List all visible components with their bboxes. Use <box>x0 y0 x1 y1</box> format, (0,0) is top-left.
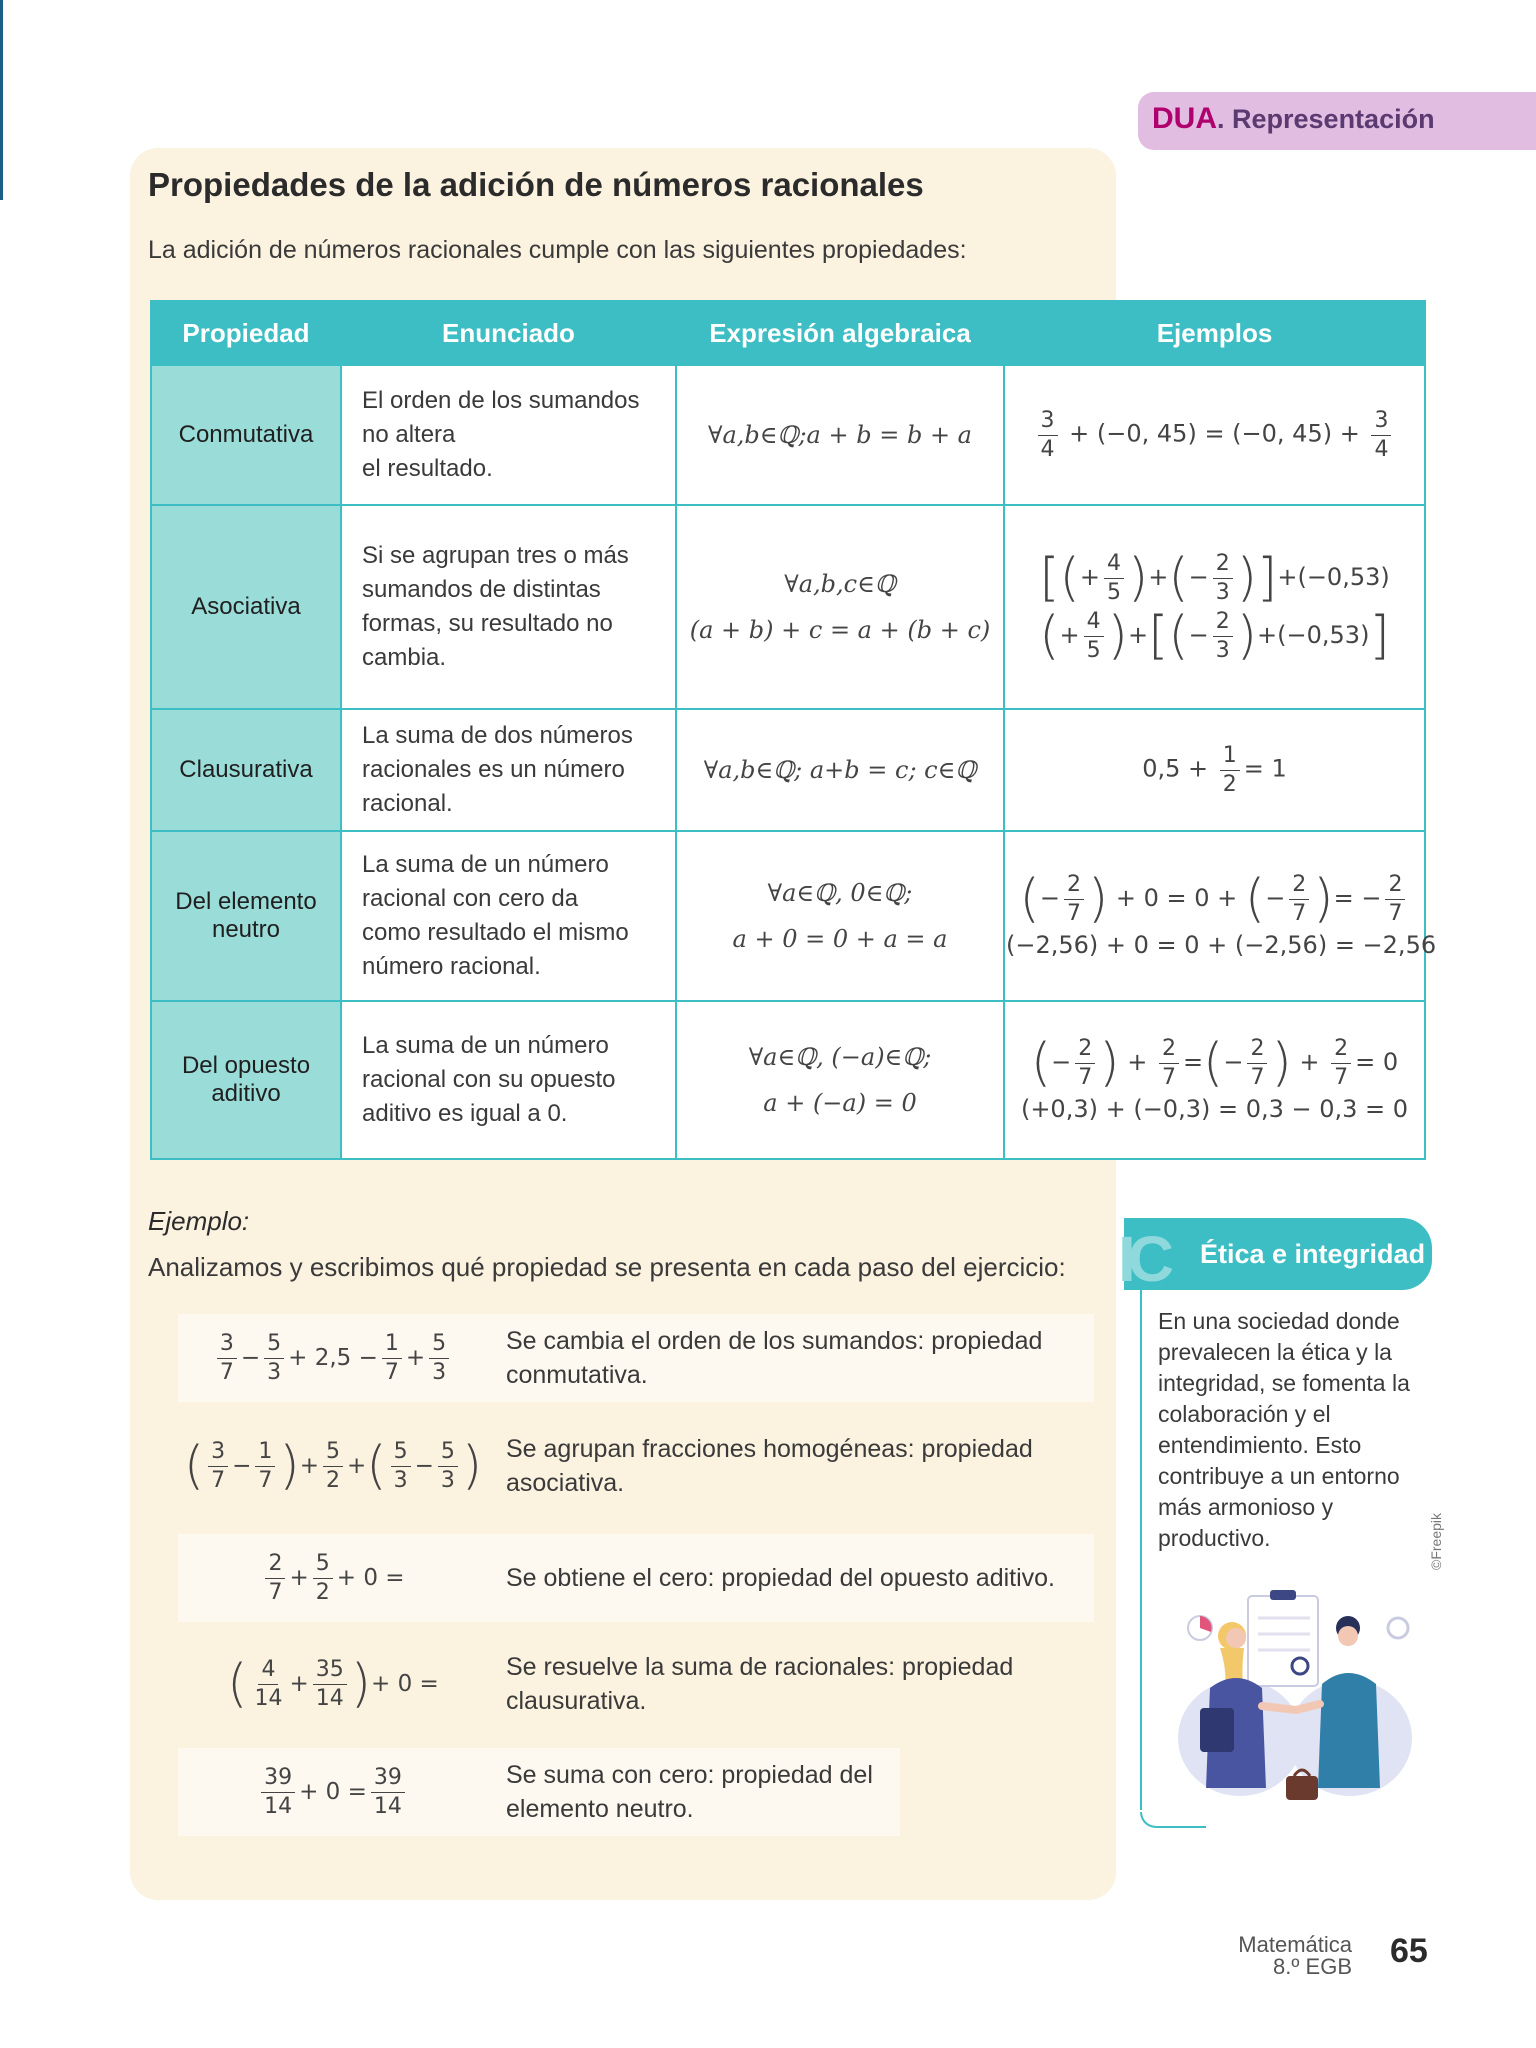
step-expression: $\frac{3}{7}$ − $\frac{5}{3}$ + 2,5 − $\frac{1}{7}$ + $\frac{5}{3}$ <box>178 1314 488 1402</box>
statement-line: formas, su resultado no <box>362 610 613 637</box>
step-description: Se suma con cero: propiedad del elemento neutro. <box>506 1761 873 1823</box>
sidebar-border-foot <box>1140 1812 1206 1828</box>
statement-line: El orden de los sumandos <box>362 387 640 414</box>
header-statement: Enunciado <box>341 301 676 365</box>
step-expression: $\frac{2}{7}$ + $\frac{5}{2}$ + 0 = <box>178 1534 488 1622</box>
step-expression: ( $\frac{4}{14}$ + $\frac{35}{14}$ ) + 0 = <box>227 1654 439 1714</box>
step-expression: $\frac{39}{14}$ + 0 = $\frac{39}{14}$ <box>178 1748 488 1836</box>
property-name: Clausurativa <box>151 709 341 831</box>
example-line: (−2,56) + 0 = 0 + (−2,56) = −2,56 <box>1006 931 1437 959</box>
intro-text: La adición de números racionales cumple con las siguientes propiedades: <box>148 236 967 264</box>
example-cell <box>1004 1001 1425 1159</box>
example-cell <box>1004 505 1425 709</box>
page-title: Propiedades de la adición de números racionales <box>148 166 924 203</box>
property-name: Del elemento neutro <box>151 831 341 1001</box>
example-cell <box>1004 831 1437 1001</box>
ic-logo-icon: IC <box>1118 1223 1166 1295</box>
statement-line: Si se agrupan tres o más <box>362 542 629 569</box>
step-description: Se cambia el orden de los sumandos: propiedad conmutativa. <box>506 1327 1043 1389</box>
statement-line: no altera <box>362 421 456 448</box>
table-row-opuesto-aditivo <box>151 1001 1425 1159</box>
example-line: (− $\frac{2}{7}$ ) + $\frac{2}{7}$ =(− $\frac{2}{7}$ ) + $\frac{2}{7}$ = 0 <box>1030 1033 1399 1093</box>
algebra-line: ∀a,b,c∈ℚ <box>784 570 896 598</box>
statement-line: sumandos de distintas <box>362 576 601 603</box>
example-line: (+0,3) + (−0,3) = 0,3 − 0,3 = 0 <box>1020 1095 1409 1123</box>
step-description: Se agrupan fracciones homogéneas: propiedad asociativa. <box>506 1435 1033 1497</box>
algebra-line: ∀a,b∈ℚ;a + b = b + a <box>708 421 972 449</box>
page-edge-line <box>0 0 3 200</box>
example-step <box>178 1314 1094 1402</box>
statement-line: racionales es un número <box>362 756 625 783</box>
image-credit: ©Freepik <box>1428 1513 1444 1570</box>
dua-badge <box>1138 92 1536 150</box>
statement-line: el resultado. <box>362 455 493 482</box>
handshake-illustration <box>1170 1588 1420 1814</box>
example-step <box>178 1422 1094 1510</box>
table-row-conmutativa <box>151 365 1425 505</box>
property-statement <box>341 831 676 1001</box>
table-header-row <box>151 301 1425 365</box>
algebra-line: ∀a∈ℚ, (−a)∈ℚ; <box>748 1043 932 1071</box>
algebraic-expression <box>676 505 1004 709</box>
table-row-elemento-neutro <box>151 831 1425 1001</box>
example-step <box>178 1748 900 1836</box>
example-line: $\frac{3}{4}$ + (−0, 45) = (−0, 45) + $\frac{3}{4}$ <box>1006 409 1423 460</box>
dua-badge-strong: DUA <box>1152 102 1217 135</box>
table-row-asociativa <box>151 505 1425 709</box>
statement-line: número racional. <box>362 953 541 980</box>
footer-subject <box>1238 1934 1352 1978</box>
statement-line: racional. <box>362 790 453 817</box>
algebraic-expression <box>676 365 1004 505</box>
example-cell <box>1004 709 1425 831</box>
property-name: Asociativa <box>151 505 341 709</box>
header-algebra: Expresión algebraica <box>676 301 1004 365</box>
example-heading: Ejemplo: <box>148 1206 250 1236</box>
example-step <box>178 1534 1094 1622</box>
step-expression: ( $\frac{3}{7}$ − $\frac{1}{7}$ ) + $\frac{5}{2}$ + ( $\frac{5}{3}$ − $\frac{5}{3}$ ) <box>183 1436 483 1496</box>
algebraic-expression <box>676 709 1004 831</box>
example-cell <box>1004 365 1425 505</box>
table-row-clausurativa <box>151 709 1425 831</box>
statement-line: La suma de un número <box>362 1032 609 1059</box>
statement-line: racional con su opuesto <box>362 1066 616 1093</box>
example-line: (+ $\frac{4}{5}$ )+[(− $\frac{2}{3}$ )+(−0,53)] <box>1039 606 1390 666</box>
example-line: 0,5 + $\frac{1}{2}$ = 1 <box>1142 743 1287 797</box>
statement-line: La suma de un número <box>362 851 609 878</box>
step-description: Se resuelve la suma de racionales: propiedad clausurativa. <box>506 1653 1014 1715</box>
statement-line: racional con cero da <box>362 885 579 912</box>
properties-table <box>150 300 1437 1160</box>
property-statement <box>341 505 676 709</box>
example-intro: Analizamos y escribimos qué propiedad se presenta en cada paso del ejercicio: <box>148 1252 1066 1282</box>
page-number: 65 <box>1390 1932 1428 1970</box>
example-step <box>178 1640 1094 1728</box>
property-statement <box>341 365 676 505</box>
header-examples: Ejemplos <box>1004 301 1425 365</box>
algebra-line: ∀a∈ℚ, 0∈ℚ; <box>767 879 913 907</box>
sidebar-header <box>1124 1218 1432 1290</box>
algebra-line: (a + b) + c = a + (b + c) <box>689 616 991 644</box>
property-statement <box>341 709 676 831</box>
algebra-line: a + (−a) = 0 <box>763 1089 917 1117</box>
example-line: (− $\frac{2}{7}$ ) + 0 = 0 + (− $\frac{2}{7}$ )= − $\frac{2}{7}$ <box>1006 873 1423 925</box>
footer-grade: 8.º EGB <box>1273 1954 1352 1979</box>
header-property: Propiedad <box>151 301 341 365</box>
sidebar-title: Ética e integridad <box>1200 1238 1426 1269</box>
algebra-line: ∀a,b∈ℚ; a+b = c; c∈ℚ <box>703 756 977 784</box>
property-name: Del opuesto aditivo <box>151 1001 341 1159</box>
statement-line: aditivo es igual a 0. <box>362 1100 568 1127</box>
statement-line: como resultado el mismo <box>362 919 629 946</box>
algebraic-expression <box>676 1001 1004 1159</box>
statement-line: La suma de dos números <box>362 722 633 749</box>
algebraic-expression <box>676 831 1004 1001</box>
sidebar-border <box>1140 1290 1142 1810</box>
dua-badge-rest: . Representación <box>1217 104 1435 134</box>
footer-subject-name: Matemática <box>1238 1932 1352 1957</box>
property-statement <box>341 1001 676 1159</box>
algebra-line: a + 0 = 0 + a = a <box>732 925 948 953</box>
property-name: Conmutativa <box>151 365 341 505</box>
sidebar-body: En una sociedad donde prevalecen la ética y la integridad, se fomenta la colaboración y el entendimiento. Esto contribuye a un entorno más armonioso y productivo. <box>1158 1308 1410 1551</box>
example-line: [(+ $\frac{4}{5}$ )+(− $\frac{2}{3}$ )]+(−0,53) <box>1039 548 1390 608</box>
statement-line: cambia. <box>362 644 447 671</box>
step-description: Se obtiene el cero: propiedad del opuesto aditivo. <box>506 1564 1055 1592</box>
